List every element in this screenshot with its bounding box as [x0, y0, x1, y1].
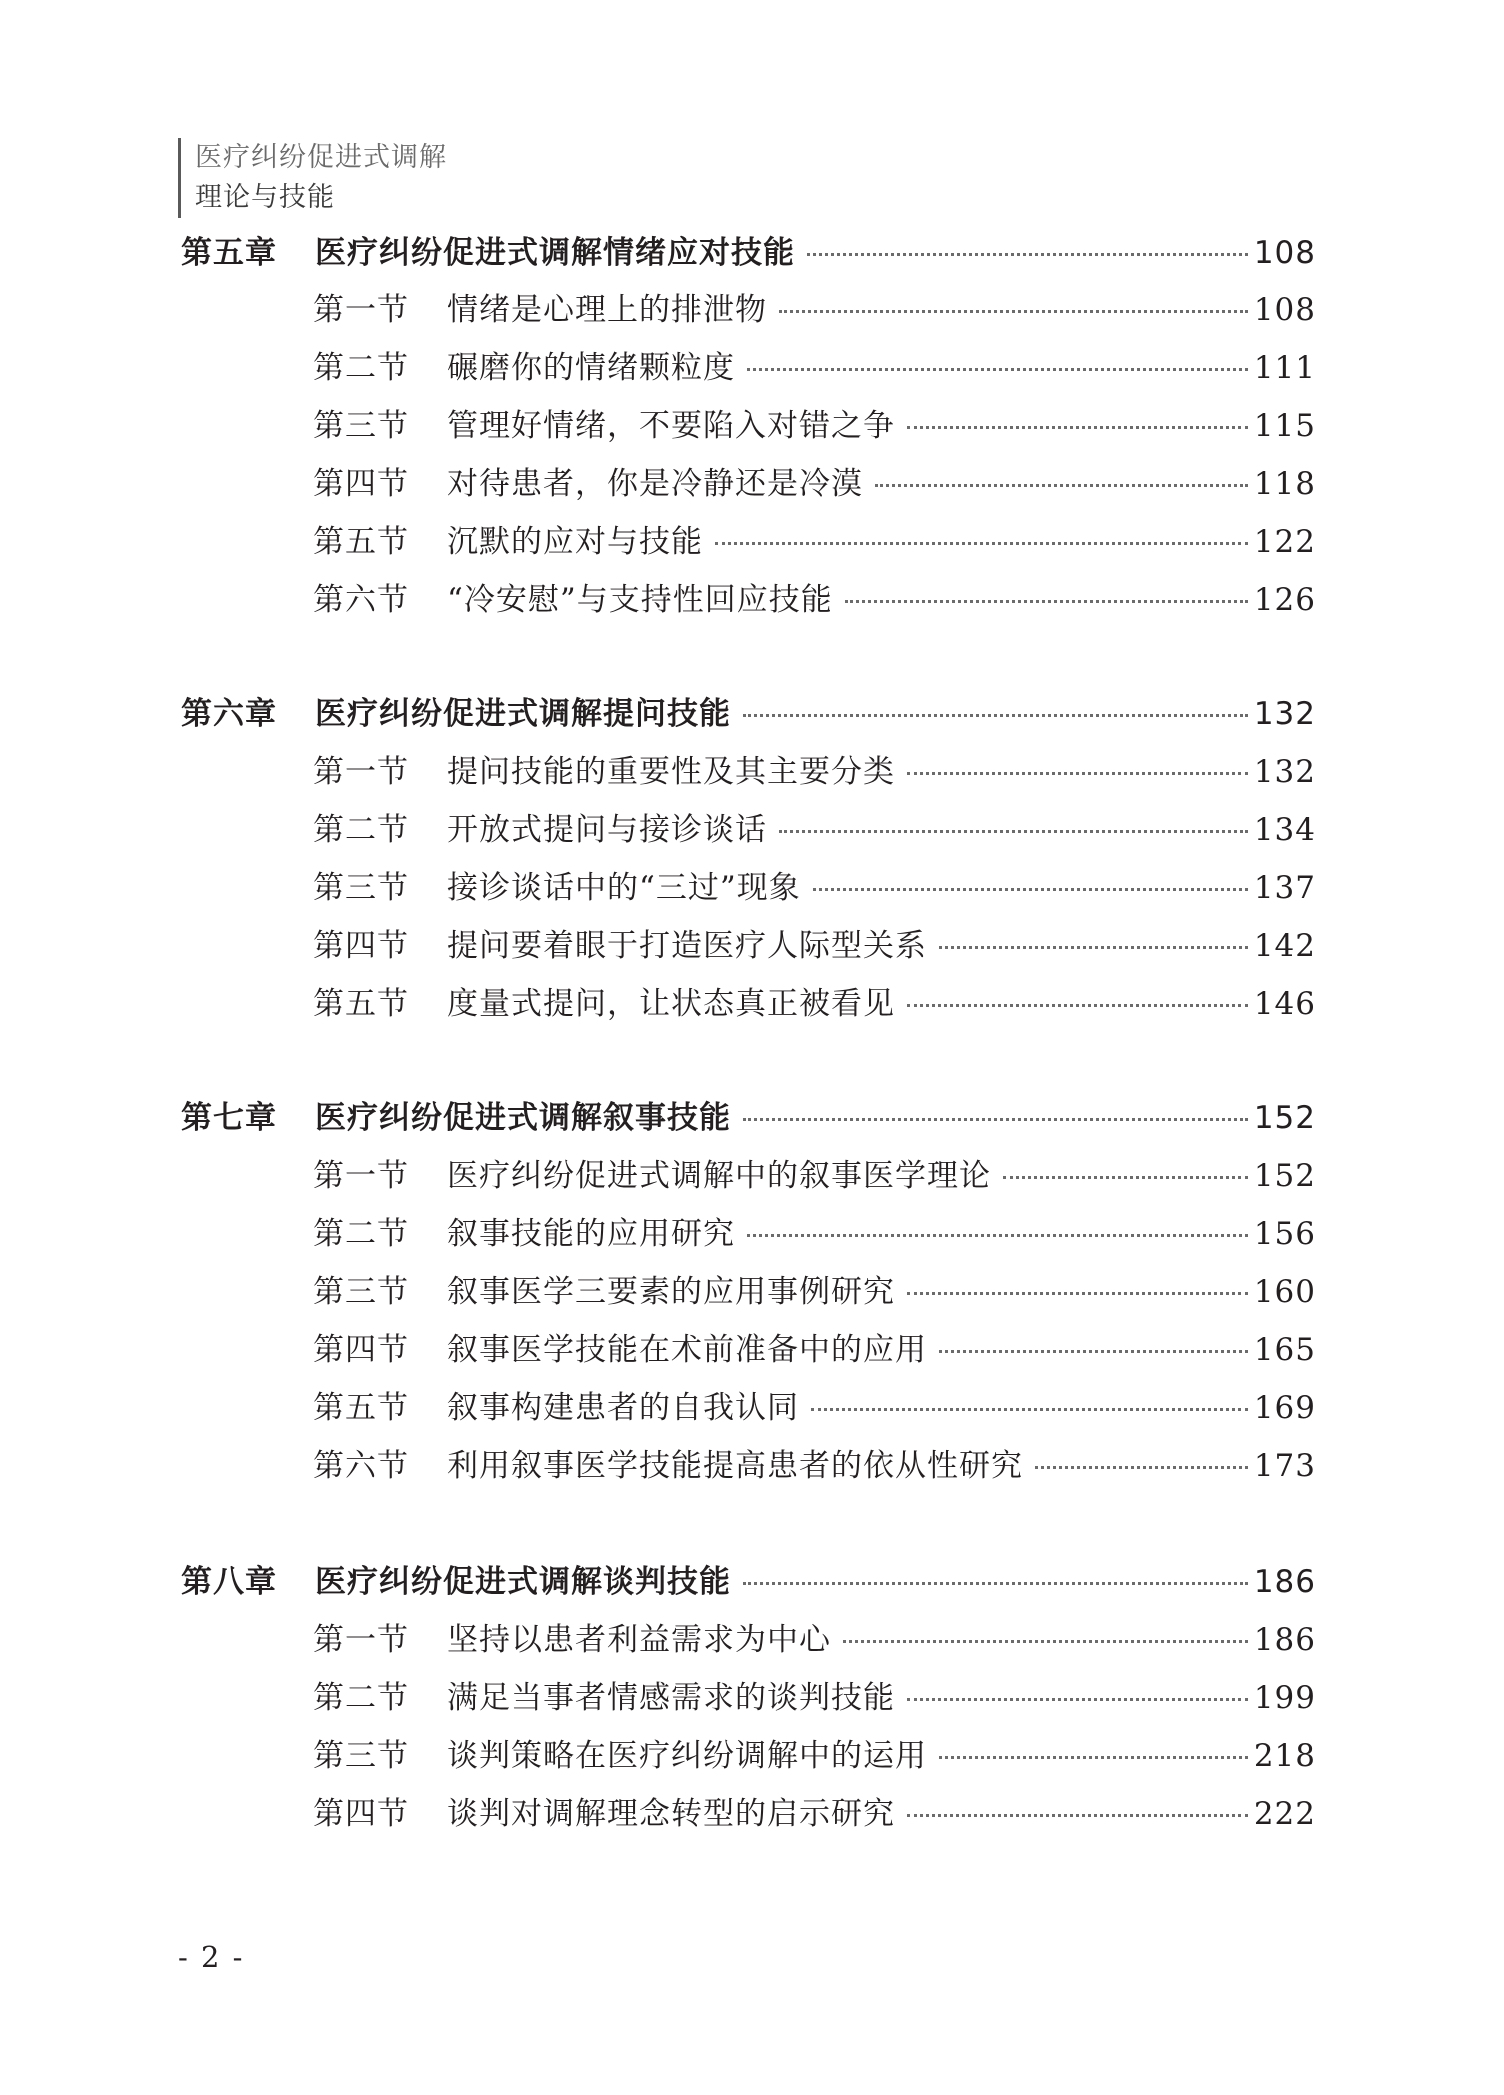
chapter-number: 第七章 — [181, 1100, 277, 1136]
section-number: 第三节 — [313, 1274, 409, 1310]
toc-section-entry — [313, 1150, 1316, 1200]
section-title: 管理好情绪，不要陷入对错之争 — [447, 408, 895, 444]
toc-section-entry — [313, 978, 1316, 1028]
section-title: 叙事医学技能在术前准备中的应用 — [447, 1332, 927, 1368]
toc-section-entry — [313, 1324, 1316, 1374]
section-title: 满足当事者情感需求的谈判技能 — [447, 1680, 895, 1716]
section-page-number: 186 — [1253, 1622, 1316, 1658]
dot-leader — [1003, 1176, 1248, 1179]
page-number: - 2 - — [178, 1940, 245, 1974]
dot-leader — [747, 368, 1248, 371]
section-number: 第二节 — [313, 1216, 409, 1252]
toc-section-entry — [313, 1788, 1316, 1838]
chapter-title: 医疗纠纷促进式调解谈判技能 — [315, 1564, 731, 1600]
section-number: 第一节 — [313, 292, 409, 328]
dot-leader — [743, 1118, 1248, 1121]
section-page-number: 126 — [1253, 582, 1316, 618]
book-subtitle: 理论与技能 — [195, 182, 335, 213]
dot-leader — [779, 310, 1248, 313]
section-number: 第五节 — [313, 1390, 409, 1426]
toc-section-entry — [313, 804, 1316, 854]
section-page-number: 137 — [1253, 870, 1316, 906]
toc-section-entry — [313, 862, 1316, 912]
toc-section-entry — [313, 516, 1316, 566]
section-title: 沉默的应对与技能 — [447, 524, 703, 560]
section-page-number: 199 — [1253, 1680, 1316, 1716]
section-number: 第三节 — [313, 408, 409, 444]
toc-chapter-entry — [181, 227, 1316, 277]
dot-leader — [875, 484, 1248, 487]
chapter-number: 第六章 — [181, 696, 277, 732]
dot-leader — [747, 1234, 1248, 1237]
section-page-number: 122 — [1253, 524, 1316, 560]
section-page-number: 108 — [1253, 292, 1316, 328]
section-title: 坚持以患者利益需求为中心 — [447, 1622, 831, 1658]
chapter-page-number: 186 — [1253, 1564, 1316, 1600]
chapter-title: 医疗纠纷促进式调解情绪应对技能 — [315, 235, 795, 271]
dot-leader — [907, 426, 1248, 429]
section-number: 第四节 — [313, 1796, 409, 1832]
toc-section-entry — [313, 342, 1316, 392]
book-title: 医疗纠纷促进式调解 — [195, 142, 447, 173]
dot-leader — [843, 1640, 1248, 1643]
dot-leader — [743, 714, 1248, 717]
dot-leader — [813, 888, 1248, 891]
toc-section-entry — [313, 1672, 1316, 1722]
section-number: 第一节 — [313, 754, 409, 790]
dot-leader — [939, 1350, 1248, 1353]
chapter-title: 医疗纠纷促进式调解叙事技能 — [315, 1100, 731, 1136]
section-title: 谈判策略在医疗纠纷调解中的运用 — [447, 1738, 927, 1774]
section-page-number: 142 — [1253, 928, 1316, 964]
chapter-number: 第五章 — [181, 235, 277, 271]
section-number: 第三节 — [313, 1738, 409, 1774]
section-page-number: 169 — [1253, 1390, 1316, 1426]
section-number: 第四节 — [313, 466, 409, 502]
section-title: 碾磨你的情绪颗粒度 — [447, 350, 735, 386]
toc-section-entry — [313, 1208, 1316, 1258]
section-number: 第一节 — [313, 1158, 409, 1194]
dot-leader — [807, 253, 1248, 256]
section-number: 第二节 — [313, 1680, 409, 1716]
section-title: 叙事医学三要素的应用事例研究 — [447, 1274, 895, 1310]
section-title: 提问技能的重要性及其主要分类 — [447, 754, 895, 790]
section-title: 情绪是心理上的排泄物 — [447, 292, 767, 328]
toc-chapter-entry — [181, 1092, 1316, 1142]
dot-leader — [715, 542, 1248, 545]
toc-section-entry — [313, 920, 1316, 970]
section-page-number: 218 — [1253, 1738, 1316, 1774]
section-title: 接诊谈话中的“三过”现象 — [447, 870, 801, 906]
toc-section-entry — [313, 284, 1316, 334]
section-number: 第二节 — [313, 350, 409, 386]
section-page-number: 173 — [1253, 1448, 1316, 1484]
chapter-title: 医疗纠纷促进式调解提问技能 — [315, 696, 731, 732]
section-page-number: 115 — [1253, 408, 1316, 444]
dot-leader — [907, 1292, 1248, 1295]
dot-leader — [907, 1814, 1248, 1817]
dot-leader — [743, 1582, 1248, 1585]
section-page-number: 146 — [1253, 986, 1316, 1022]
section-title: 对待患者，你是冷静还是冷漠 — [447, 466, 863, 502]
toc-section-entry — [313, 1266, 1316, 1316]
section-title: 谈判对调解理念转型的启示研究 — [447, 1796, 895, 1832]
toc-section-entry — [313, 400, 1316, 450]
section-number: 第五节 — [313, 986, 409, 1022]
section-number: 第三节 — [313, 870, 409, 906]
section-number: 第六节 — [313, 582, 409, 618]
section-title: 度量式提问，让状态真正被看见 — [447, 986, 895, 1022]
section-number: 第四节 — [313, 1332, 409, 1368]
section-title: 医疗纠纷促进式调解中的叙事医学理论 — [447, 1158, 991, 1194]
chapter-page-number: 108 — [1253, 235, 1316, 271]
section-page-number: 165 — [1253, 1332, 1316, 1368]
toc-section-entry — [313, 1730, 1316, 1780]
section-title: 叙事构建患者的自我认同 — [447, 1390, 799, 1426]
section-number: 第二节 — [313, 812, 409, 848]
toc-section-entry — [313, 574, 1316, 624]
section-page-number: 111 — [1253, 350, 1316, 386]
running-head — [178, 138, 447, 218]
section-page-number: 156 — [1253, 1216, 1316, 1252]
section-title: 叙事技能的应用研究 — [447, 1216, 735, 1252]
dot-leader — [907, 1004, 1248, 1007]
dot-leader — [1035, 1466, 1248, 1469]
toc-section-entry — [313, 1440, 1316, 1490]
toc-section-entry — [313, 746, 1316, 796]
dot-leader — [907, 1698, 1248, 1701]
section-title: 利用叙事医学技能提高患者的依从性研究 — [447, 1448, 1023, 1484]
dot-leader — [939, 946, 1248, 949]
section-title: 开放式提问与接诊谈话 — [447, 812, 767, 848]
toc-section-entry — [313, 1614, 1316, 1664]
section-title: 提问要着眼于打造医疗人际型关系 — [447, 928, 927, 964]
dot-leader — [779, 830, 1248, 833]
section-title: “冷安慰”与支持性回应技能 — [447, 582, 833, 618]
section-page-number: 118 — [1253, 466, 1316, 502]
section-number: 第五节 — [313, 524, 409, 560]
chapter-page-number: 152 — [1253, 1100, 1316, 1136]
section-page-number: 152 — [1253, 1158, 1316, 1194]
dot-leader — [939, 1756, 1248, 1759]
chapter-number: 第八章 — [181, 1564, 277, 1600]
section-page-number: 134 — [1253, 812, 1316, 848]
chapter-page-number: 132 — [1253, 696, 1316, 732]
toc-chapter-entry — [181, 688, 1316, 738]
dot-leader — [845, 600, 1248, 603]
section-number: 第四节 — [313, 928, 409, 964]
section-page-number: 132 — [1253, 754, 1316, 790]
dot-leader — [907, 772, 1248, 775]
toc-chapter-entry — [181, 1556, 1316, 1606]
dot-leader — [811, 1408, 1248, 1411]
section-number: 第六节 — [313, 1448, 409, 1484]
section-page-number: 222 — [1253, 1796, 1316, 1832]
section-number: 第一节 — [313, 1622, 409, 1658]
section-page-number: 160 — [1253, 1274, 1316, 1310]
toc-section-entry — [313, 1382, 1316, 1432]
toc-section-entry — [313, 458, 1316, 508]
